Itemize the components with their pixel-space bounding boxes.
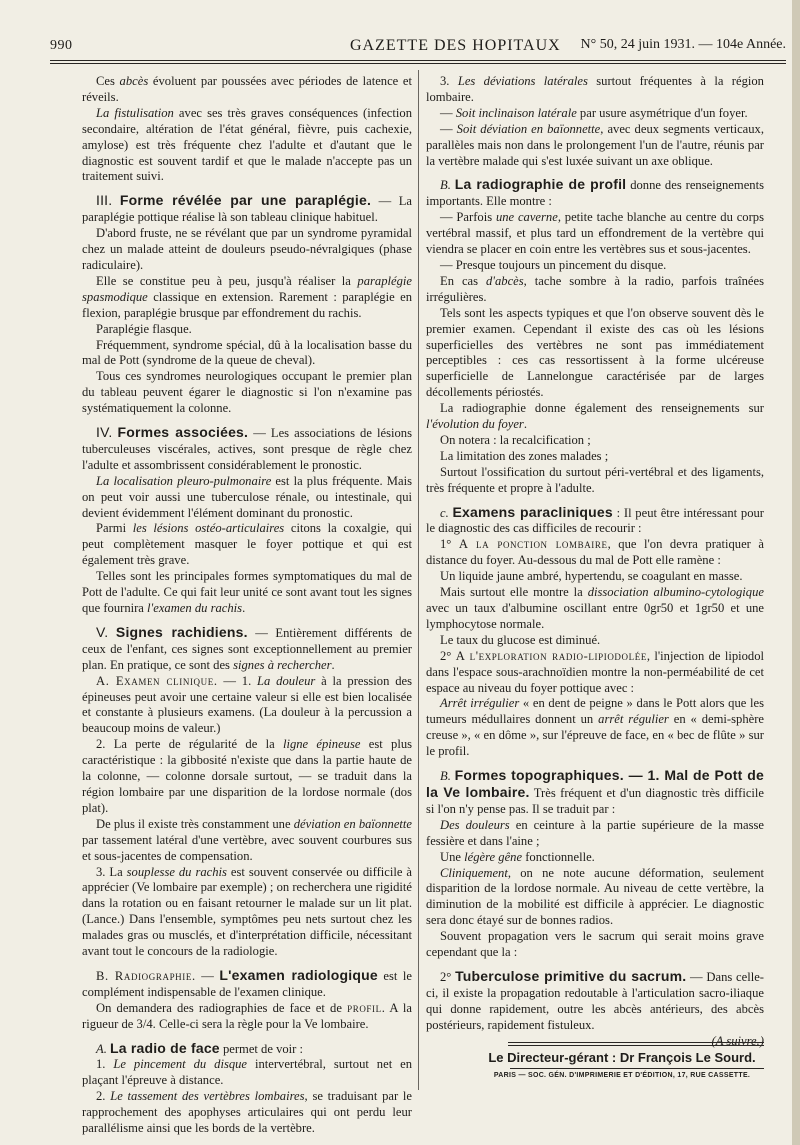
- header-rule: [50, 60, 786, 61]
- footer-rule: [508, 1042, 764, 1043]
- paragraph: On demandera des radiographies de face et de profil. A la rigueur de 3/4. Celle-ci sera la règle pour la Ve lombaire.: [82, 1000, 412, 1031]
- page-number: 990: [50, 38, 73, 53]
- paragraph: Souvent propagation vers le sacrum qui serait moins grave cependant que la :: [426, 929, 764, 960]
- paragraph: 2° A l'exploration radio-lipiodolée, l'injection de lipiodol dans l'espace sous-arachnoïdien montre la non-perméabilité de cet espace au niveau du foyer pottique avec :: [426, 648, 765, 695]
- column-divider: [418, 70, 419, 1090]
- section-heading: III. Forme révélée par une paraplégie. — La paraplégie pottique réalise là son tableau clinique habituel.: [82, 192, 412, 225]
- paragraph: On notera : la recalcification ;: [440, 432, 591, 447]
- paragraph: Arrêt irrégulier « en dent de peigne » dans le Pott alors que les tumeurs médullaires donnent un arrêt régulier en « demi-sphère creuse », « en dôme », sur l'épreuve de face, en « bec de flûte » sur le profil.: [426, 696, 764, 759]
- paragraph: Un liquide jaune ambré, hypertendu, se coagulant en masse.: [440, 569, 743, 584]
- section-heading: IV. Formes associées. — Les associations de lésions tuberculeuses viscérales, actives, sont presque de règle chez l'adulte et assombrissent considérablement le pronostic.: [82, 424, 412, 472]
- section-heading: B. Radiographie. — L'examen radiologique est le complément indispensable de l'examen clinique.: [82, 966, 412, 999]
- to-be-continued: (A suivre.): [711, 1033, 764, 1048]
- printer-rule: [510, 1068, 764, 1069]
- subsection-heading: B. Formes topographiques. — 1. Mal de Pott de la Ve lombaire. Très fréquent et d'un diagnostic très difficile si l'on n'y pense pas. Il se traduit par :: [426, 767, 764, 816]
- subsection-heading: 2° Tuberculose primitive du sacrum. — Dans celle-ci, il existe la propagation redoutable à l'articulation sacro-iliaque qui donne rapidement, outre les abcès antérieurs, des abcès postérieurs, rapidement fistuleux.: [426, 967, 764, 1032]
- paragraph: 3. La souplesse du rachis est souvent conservée ou difficile à apprécier (Ve lombaire par exemple) ; on recherchera une rigidité dans la rotation ou en faisant retourner le malade sur un lit plat. (Lance.) Dans l'ensemble, symptômes peu nets surtout chez les malades gras ou musclés, et d'interprétation difficile, nécessitant avant tout le concours de la radiologie.: [82, 864, 413, 959]
- paragraph: A. Examen clinique. — 1. La douleur à la pression des épineuses peut avoir une certaine valeur si elle est bien localisée et constante à plusieurs examens. (La douleur à la percussion a beaucoup moins de valeur.): [82, 673, 412, 736]
- paragraph: Des douleurs en ceinture à la partie supérieure de la masse fessière et dans l'aine ;: [426, 817, 764, 848]
- paragraph: 2. Le tassement des vertèbres lombaires, se traduisant par le rapprochement des apophyses articulaires qui ont perdu leur parallélisme ainsi que les bords de la vertèbre.: [82, 1089, 412, 1136]
- issue-info: N° 50, 24 juin 1931. — 104e Année.: [580, 37, 786, 52]
- paragraph: La radiographie donne également des renseignements sur l'évolution du foyer.: [426, 401, 764, 432]
- director-line: Le Directeur-gérant : Dr François Le Sourd.: [488, 1050, 756, 1065]
- journal-title: GAZETTE DES HOPITAUX: [350, 37, 561, 54]
- paragraph: Telles sont les principales formes symptomatiques du mal de Pott de l'adulte. Ce qui fait leur unité ce sont avant tout les signes que fournira l'examen du rachis.: [82, 569, 412, 615]
- paragraph: Une légère gêne fonctionnelle.: [440, 849, 595, 864]
- paragraph: De plus il existe très constamment une déviation en baïonnette par tassement latéral d'une vertèbre, avec souvent courbures sus et sous-jacentes de compensation.: [82, 816, 412, 863]
- paragraph: Mais surtout elle montre la dissociation albumino-cytologique avec un taux d'albumine oscillant entre 0gr50 et 1gr50 et une lymphocytose normale.: [426, 585, 764, 631]
- paragraph: — Parfois une caverne, petite tache blanche au centre du corps vertébral massif, et plus tard un effondrement de la vertèbre qui viendra se placer en coin entre les vertèbres sus et sous-jacentes.: [426, 210, 764, 257]
- paragraph: Parmi les lésions ostéo-articulaires citons la coxalgie, qui peut complètement masquer le foyer pottique et qui est également très grave.: [82, 521, 412, 568]
- header-rule-thin: [50, 63, 786, 64]
- paragraph: Surtout l'ossification du surtout péri-vertébral et des ligaments, très fréquente et propre à l'adulte.: [426, 464, 764, 495]
- paragraph: Tous ces syndromes neurologiques occupant le premier plan du tableau peuvent égarer le diagnostic si l'on n'examine pas systématiquement la colonne.: [82, 369, 412, 416]
- paragraph: Paraplégie flasque.: [96, 321, 192, 336]
- paragraph: La limitation des zones malades ;: [440, 448, 609, 463]
- subsection-heading: A. La radio de face permet de voir :: [96, 1039, 304, 1056]
- section-heading: V. Signes rachidiens. — Entièrement différents de ceux de l'enfant, ces signes sont exceptionnellement au premier plan. En pratique, ce sont des signes à rechercher.: [82, 623, 412, 672]
- paragraph: Le taux du glucose est diminué.: [440, 632, 601, 647]
- paragraph: — Soit déviation en baïonnette, avec deux segments verticaux, parallèles mais non dans le prolongement l'un de l'autre, réunis par la vertèbre malade qui s'est luxée suivant un axe oblique.: [426, 121, 764, 168]
- printer-line: PARIS — SOC. GÉN. D'IMPRIMERIE ET D'ÉDITION, 17, RUE CASSETTE.: [493, 1072, 751, 1079]
- paragraph: 1° A la ponction lombaire, que l'on devra pratiquer à distance du foyer. Au-dessous du mal de Pott elle ramène :: [426, 537, 764, 568]
- paragraph: 2. La perte de régularité de la ligne épineuse est plus caractéristique : la gibbosité n'existe que dans la partie haute de la colonne, — colonne dorsale surtout, — se traduit dans la région lombaire par une disparition de la lordose normale (dos plat).: [82, 737, 413, 815]
- paragraph: Fréquemment, syndrome spécial, dû à la localisation basse du mal de Pott (syndrome de la queue de cheval).: [82, 337, 412, 368]
- paragraph: — Presque toujours un pincement du disque.: [440, 257, 667, 272]
- left-column: [82, 74, 412, 1137]
- paragraph: 3. Les déviations latérales surtout fréquentes à la région lombaire.: [426, 74, 764, 104]
- right-column: [426, 74, 764, 1049]
- paragraph: Tels sont les aspects typiques et que l'on observe souvent dès le premier examen. Cependant il existe des cas où les lésions superficielles des vertèbres ne sont pas immédiatement perceptibles : ces cas ressortissent à la forme ulcéreuse superficielle de Lannelongue caractérisée par de larges décollements périostés.: [426, 305, 764, 400]
- paragraph: En cas d'abcès, tache sombre à la radio, parfois traînées irrégulières.: [426, 273, 764, 304]
- page-edge: [792, 0, 800, 1145]
- footer-rule-thin: [508, 1045, 764, 1046]
- paragraph: — Soit inclinaison latérale par usure asymétrique d'un foyer.: [440, 105, 748, 120]
- paragraph: La fistulisation avec ses très graves conséquences (infection secondaire, altération de l'état général, fièvre, puis cachexie, amylose) est très fréquente chez l'adulte et d'autant que le diagnostic est souvent tardif et que le malade n'accepte pas un traitement suivi.: [82, 105, 412, 184]
- paragraph: 1. Le pincement du disque intervertébral, surtout net en plaçant l'épreuve à distance.: [82, 1057, 413, 1088]
- paragraph: Ces abcès évoluent par poussées avec périodes de latence et réveils.: [82, 74, 412, 104]
- page-header: [50, 20, 786, 58]
- paragraph: Cliniquement, on ne note aucune déformation, seulement disparition de la lordose normale. Au niveau de cette vertèbre, la diminution de la mobilité est difficile à apprécier. Le diagnostic sera donc étayé sur de bonnes radios.: [426, 865, 764, 928]
- subsection-heading: c. Examens paracliniques : Il peut être intéressant pour le diagnostic des cas difficiles de recourir :: [426, 503, 764, 536]
- paragraph: D'abord fruste, ne se révélant que par un syndrome pyramidal chez un malade atteint de douleurs pseudo-névralgiques (phase radiculaire).: [82, 226, 412, 272]
- subsection-heading: B. La radiographie de profil donne des renseignements importants. Elle montre :: [426, 176, 764, 209]
- paragraph: Elle se constitue peu à peu, jusqu'à réaliser la paraplégie spasmodique classique en extension. Rarement : paraplégie en flexion, paraplégie brusque par effondrement du rachis.: [82, 273, 412, 320]
- paragraph: La localisation pleuro-pulmonaire est la plus fréquente. Mais on peut voir aussi une tuberculose rénale, ou intestinale, qui devient évidemment l'élément dominant du pronostic.: [82, 473, 412, 520]
